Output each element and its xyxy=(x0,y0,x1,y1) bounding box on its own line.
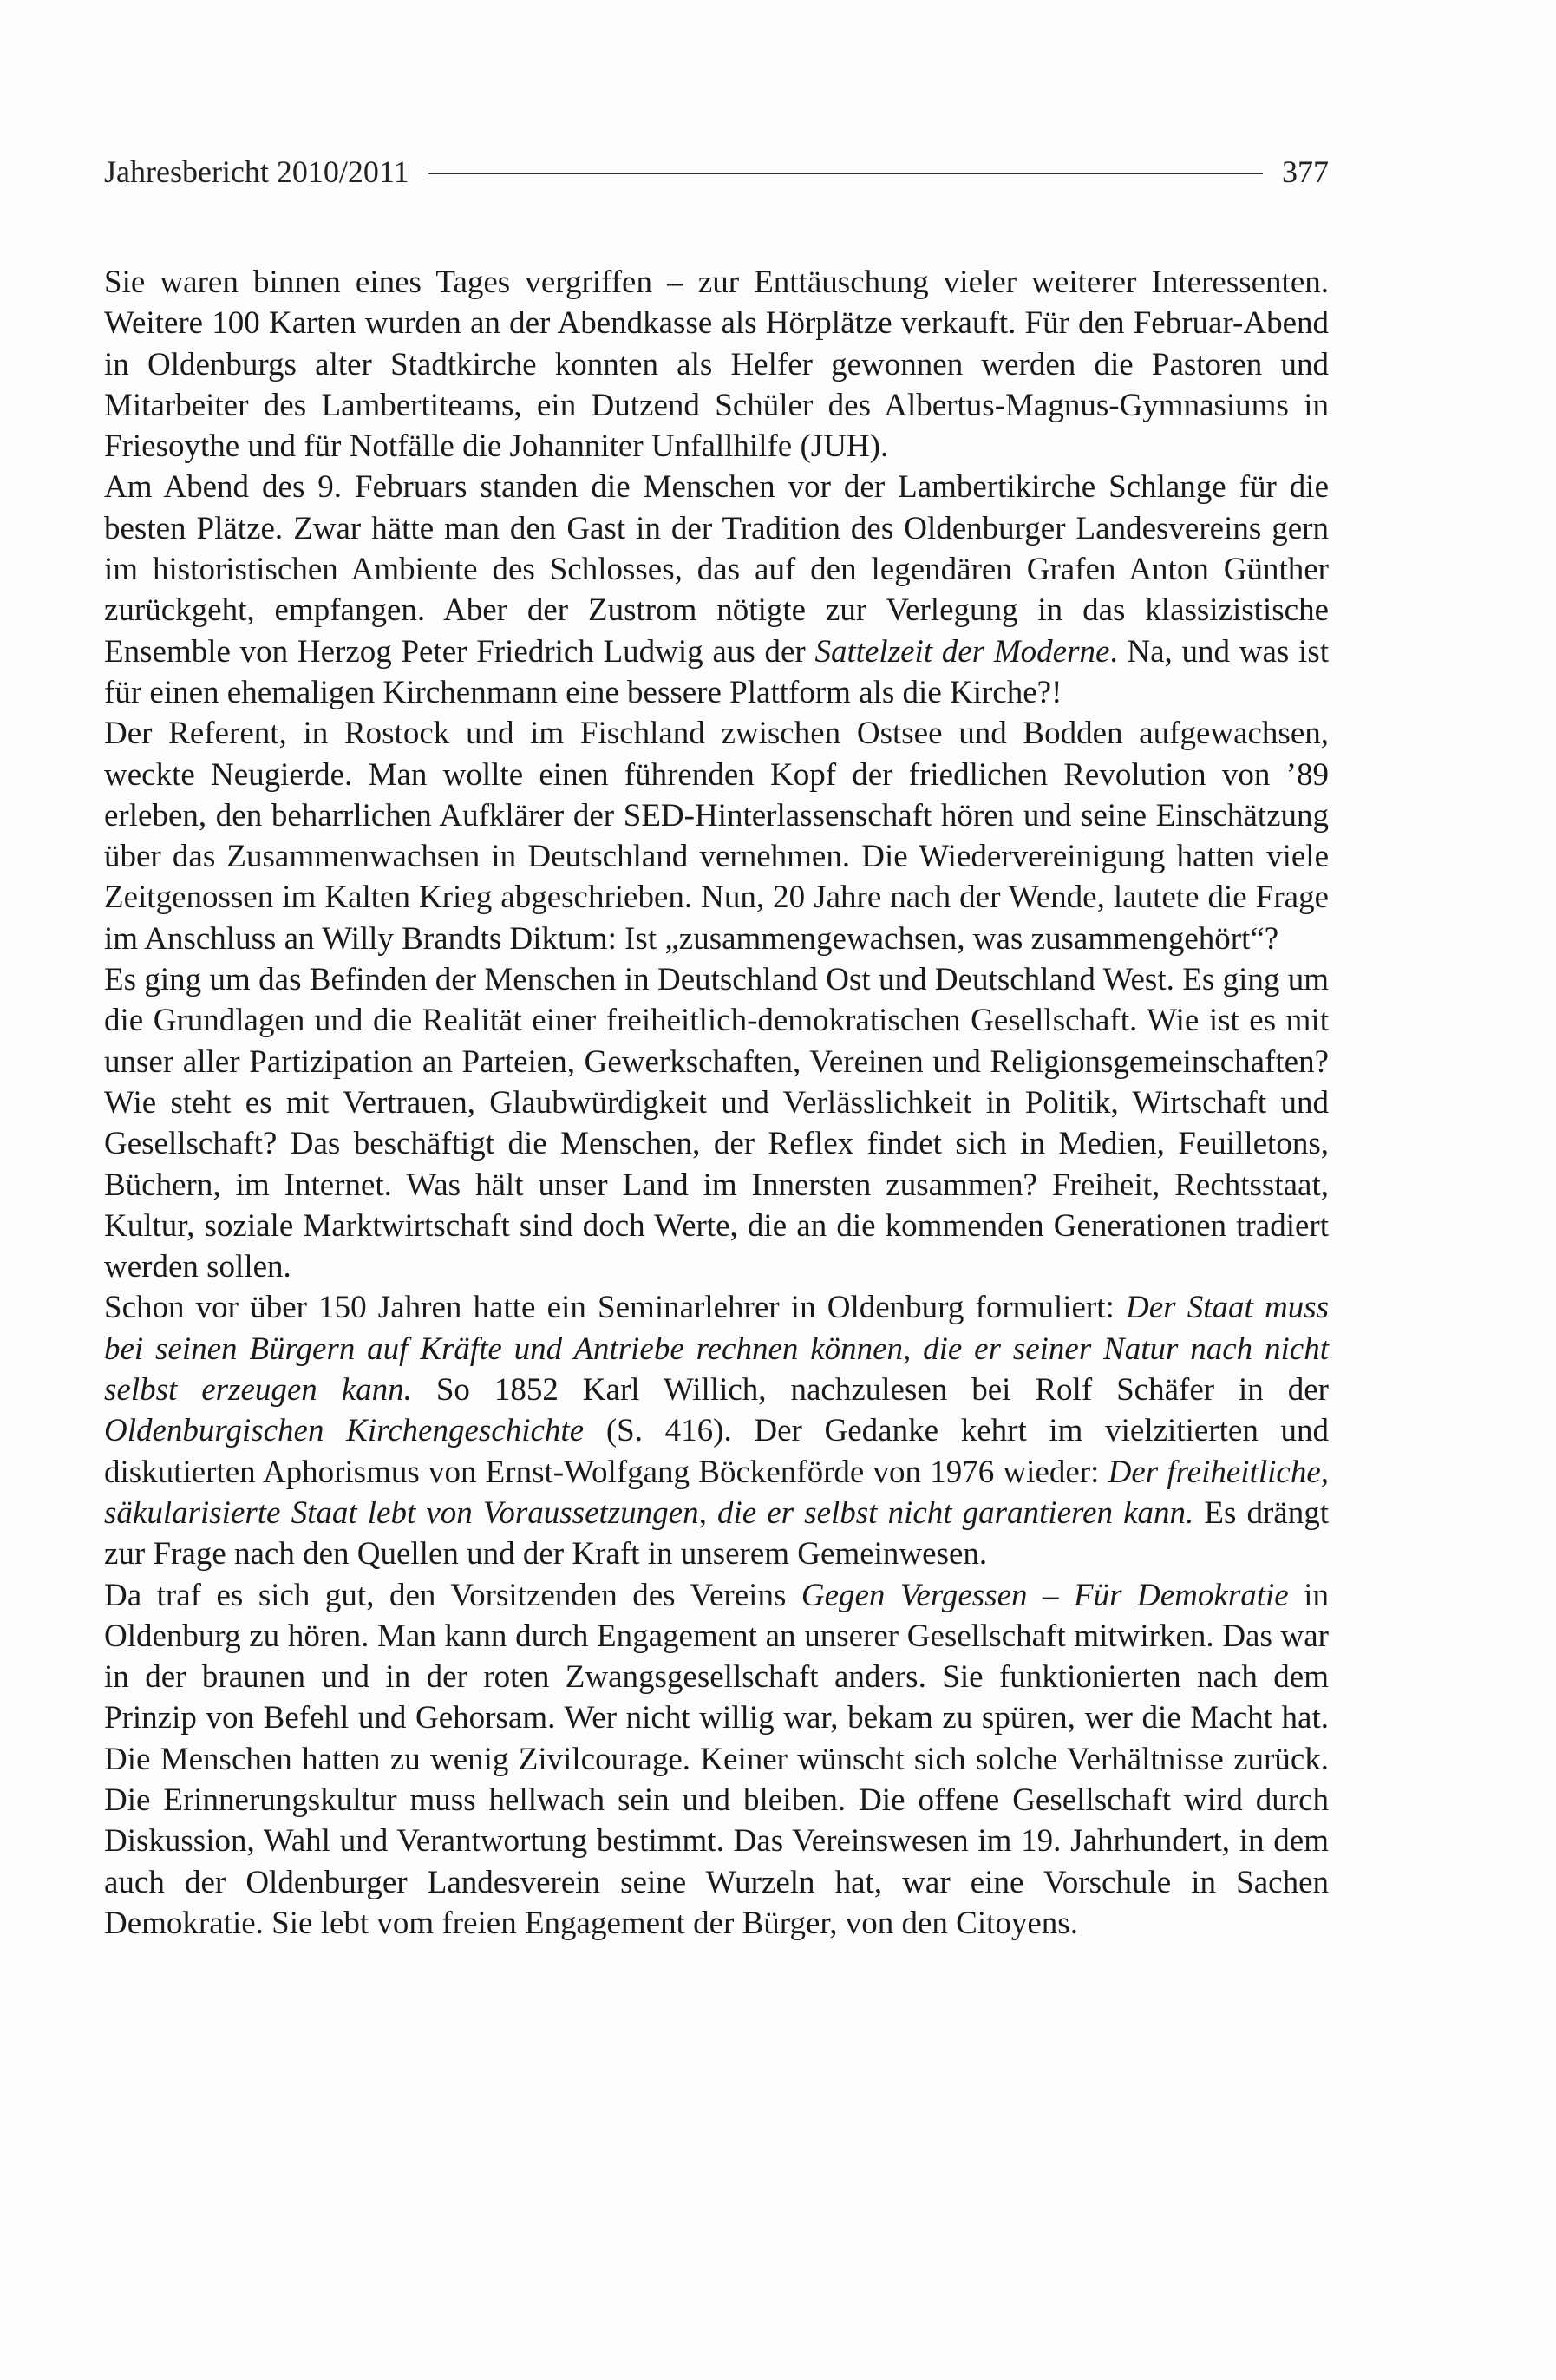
header-rule xyxy=(428,173,1263,174)
italic-run: Oldenburgischen Kirchengeschichte xyxy=(104,1413,585,1449)
running-header-title: Jahresbericht 2010/2011 xyxy=(104,154,409,189)
text-run: . Na, und was ist für einen ehemaligen Kirchenmann eine bessere Plattform als die Kirche?! xyxy=(104,633,1329,710)
text-run: (S. 416). Der Gedanke kehrt im vielzitierten und diskutierten Aphorismus von Ernst-Wolfgang Böckenförde von 1976 wieder: xyxy=(104,1413,1330,1490)
paragraph xyxy=(104,262,1329,467)
body-text xyxy=(104,262,1329,1944)
text-run: Sie waren binnen eines Tages vergriffen – zur Enttäuschung vieler weiterer Interessenten. Weitere 100 Karten wurden an der Abendkasse als Hörplätze verkauft. Für den Februar-Abend in Oldenburgs alter Stadtkirche konnten als Helfer gewonnen werden die Pastoren und Mitarbeiter des Lambertiteams, ein Dutzend Schüler des Albertus-Magnus-Gymnasiums in Friesoythe und für Notfälle die Johanniter Unfallhilfe (JUH). xyxy=(104,265,1329,465)
page-number: 377 xyxy=(1282,154,1329,189)
paragraph xyxy=(104,1287,1329,1574)
italic-run: Sattelzeit der Moderne xyxy=(814,633,1110,670)
text-run: Es drängt zur Frage nach den Quellen und der Kraft in unserem Gemeinwesen. xyxy=(104,1494,1329,1572)
italic-run: Der freiheitliche, säkularisierte Staat lebt von Voraussetzungen, die er selbst nicht garantieren kann. xyxy=(104,1454,1329,1531)
paragraph xyxy=(104,959,1329,1287)
italic-run: Der Staat muss bei seinen Bürgern auf Kräfte und Antriebe rechnen können, die er seiner Natur nach nicht selbst erzeugen kann. xyxy=(104,1290,1329,1409)
text-run: Der Referent, in Rostock und im Fischland zwischen Ostsee und Bodden aufgewachsen, weckte Neugierde. Man wollte einen führenden Kopf der friedlichen Revolution von ’89 erleben, den beharrlichen Aufklärer der SED-Hinterlassenschaft hören und seine Einschätzung über das Zusammenwachsen in Deutschland vernehmen. Die Wiedervereinigung hatten viele Zeitgenossen im Kalten Krieg abgeschrieben. Nun, 20 Jahre nach der Wende, lautete die Frage im Anschluss an Willy Brandts Diktum: Ist „zusammengewachsen, was zusammengehört“? xyxy=(104,716,1329,957)
paragraph xyxy=(104,1575,1329,1945)
text-run: Am Abend des 9. Februars standen die Menschen vor der Lambertikirche Schlange für die besten Plätze. Zwar hätte man den Gast in der Tradition des Oldenburger Landesvereins gern im historistischen Ambiente des Schlosses, das auf den legendären Grafen Anton Günther zurückgeht, empfangen. Aber der Zustrom nötigte zur Verlegung in das klassizistische Ensemble von Herzog Peter Friedrich Ludwig aus der xyxy=(104,469,1329,670)
running-header xyxy=(104,146,1329,198)
text-run: Schon vor über 150 Jahren hatte ein Seminarlehrer in Oldenburg formuliert: xyxy=(104,1290,1126,1326)
text-run: in Oldenburg zu hören. Man kann durch Engagement an unserer Gesellschaft mitwirken. Das war in der braunen und in der roten Zwangsgesellschaft anders. Sie funktionierten nach dem Prinzip von Befehl und Gehorsam. Wer nicht willig war, bekam zu spüren, wer die Macht hat. Die Menschen hatten zu wenig Zivilcourage. Keiner wünscht sich solche Verhältnisse zurück. Die Erinnerungskultur muss hellwach sein und bleiben. Die offene Gesellschaft wird durch Diskussion, Wahl und Verantwortung bestimmt. Das Vereinswesen im 19. Jahrhundert, in dem auch der Oldenburger Landesverein seine Wurzeln hat, war eine Vorschule in Sachen Demokratie. Sie lebt vom freien Engagement der Bürger, von den Citoyens. xyxy=(104,1577,1330,1941)
text-run: So 1852 Karl Willich, nachzulesen bei Rolf Schäfer in der xyxy=(411,1372,1329,1409)
text-run: Es ging um das Befinden der Menschen in Deutschland Ost und Deutschland West. Es ging um die Grundlagen und die Realität einer freiheitlich-demokratischen Gesellschaft. Wie ist es mit unser aller Partizipation an Parteien, Gewerkschaften, Vereinen und Religionsgemeinschaften? Wie steht es mit Vertrauen, Glaubwürdigkeit und Verlässlichkeit in Politik, Wirtschaft und Gesellschaft? Das beschäftigt die Menschen, der Reflex findet sich in Medien, Feuilletons, Büchern, im Internet. Was hält unser Land im Innersten zusammen? Freiheit, Rechtsstaat, Kultur, soziale Marktwirtschaft sind doch Werte, die an die kommenden Generationen tradiert werden sollen. xyxy=(104,962,1329,1285)
paragraph xyxy=(104,467,1329,713)
italic-run: Gegen Vergessen – Für Demokratie xyxy=(801,1577,1289,1613)
text-run: Da traf es sich gut, den Vorsitzenden des Vereins xyxy=(104,1577,801,1613)
paragraph xyxy=(104,713,1329,959)
